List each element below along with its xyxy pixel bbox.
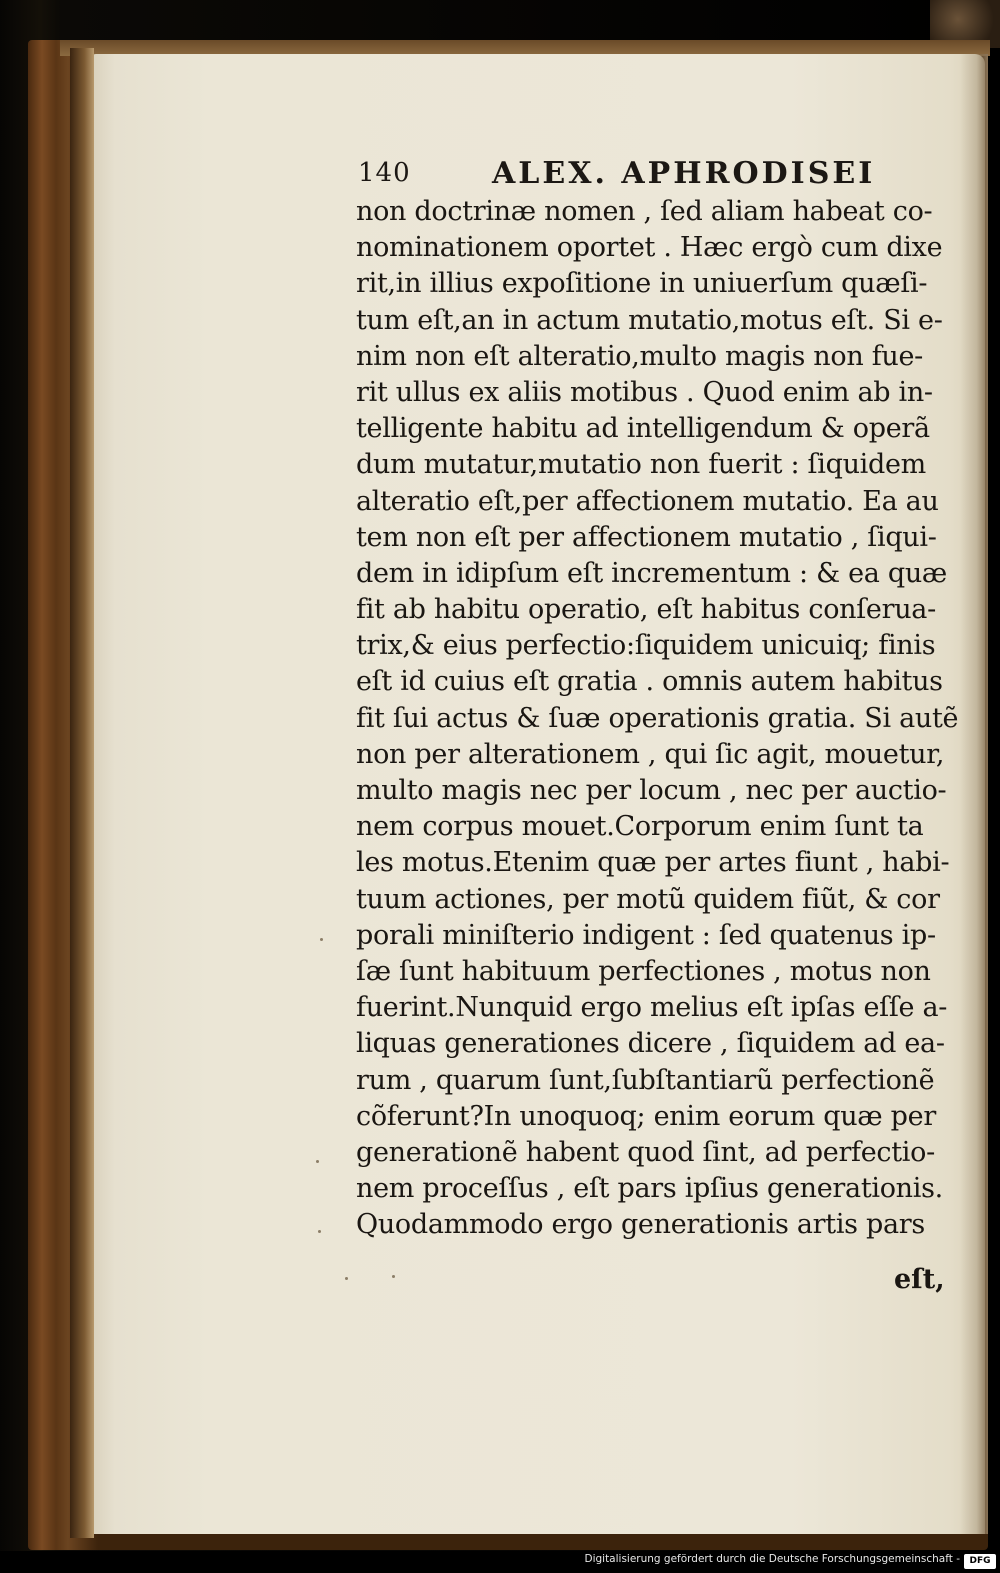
text-line: rit,in illius expoſitione in uniuerſum quæſi- [356,268,928,300]
text-line: liquas generationes dicere , ſiquidem ad ea- [356,1028,945,1060]
ink-speck [392,1275,395,1278]
page-fore-edge [960,54,988,1534]
page-body-text [356,194,959,1243]
text-line: non per alterationem , qui ſic agit, mouetur, [356,738,945,770]
text-line: Quodammodo ergo generationis artis pars [356,1209,925,1241]
text-line: les motus.Etenim quæ per artes fiunt , habi- [356,847,950,879]
text-line: dem in idipſum eſt incrementum : & ea quæ [356,557,947,589]
footer-bar [0,1551,1000,1573]
text-line: nim non eſt alteratio,multo magis non fue- [356,340,923,372]
ink-speck [320,938,323,941]
text-line: ſæ ſunt habituum perfectiones , motus non [356,955,931,987]
text-line: alteratio eſt,per affectionem mutatio. Ea au [356,485,939,517]
text-line: generationẽ habent quod ſint, ad perfectio- [356,1136,935,1168]
page-gutter [70,48,94,1538]
text-line: tem non eſt per affectionem mutatio , ſiqui- [356,521,937,553]
text-line: non doctrinæ nomen , ſed aliam habeat co- [356,196,933,227]
text-line: fit ab habitu operatio, eſt habitus conſerua- [356,594,936,626]
funding-notice: Digitalisierung gefördert durch die Deutsche Forschungsgemeinschaft - [584,1553,960,1565]
text-line: dum mutatur,mutatio non fuerit : ſiquidem [356,449,926,481]
text-line: nem proceſſus , eſt pars ipſius generationis. [356,1173,943,1205]
text-line: telligente habitu ad intelligendum & operã [356,413,930,445]
page-header [355,150,915,196]
text-line: rum , quarum ſunt,ſubſtantiarũ perfectionẽ [356,1064,935,1096]
text-line: tum eſt,an in actum mutatio,motus eſt. Si e- [356,304,943,336]
text-line: multo magis nec per locum , nec per auctio- [356,775,947,806]
catchword: eſt, [894,1264,945,1295]
dfg-logo: DFG [964,1554,996,1569]
text-line: trix,& eius perfectio:ſiquidem unicuiq; finis [356,630,936,662]
text-line: nem corpus mouet.Corporum enim ſunt ta [356,811,924,843]
text-line: eſt id cuius eſt gratia . omnis autem habitus [356,666,943,698]
running-title: ALEX. APHRODISEI [492,156,876,191]
text-line: porali miniſterio indigent : ſed quatenus ip- [356,919,936,951]
ink-speck [316,1160,319,1163]
text-line: fuerint.Nunquid ergo melius eſt ipſas eſſe a- [356,992,948,1024]
text-line: fit ſui actus & ſuæ operationis gratia. Si autẽ [356,702,959,734]
page-number: 140 [358,158,411,188]
text-line: nominationem oportet . Hæc ergò cum dixe [356,232,943,264]
ink-speck [318,1230,321,1233]
text-line: tuum actiones, per motũ quidem fiũt, & cor [356,883,940,915]
text-line: cõferunt?In unoquoq; enim eorum quæ per [356,1100,936,1132]
ink-speck [345,1277,348,1280]
text-line: rit ullus ex aliis motibus . Quod enim ab in- [356,376,933,408]
